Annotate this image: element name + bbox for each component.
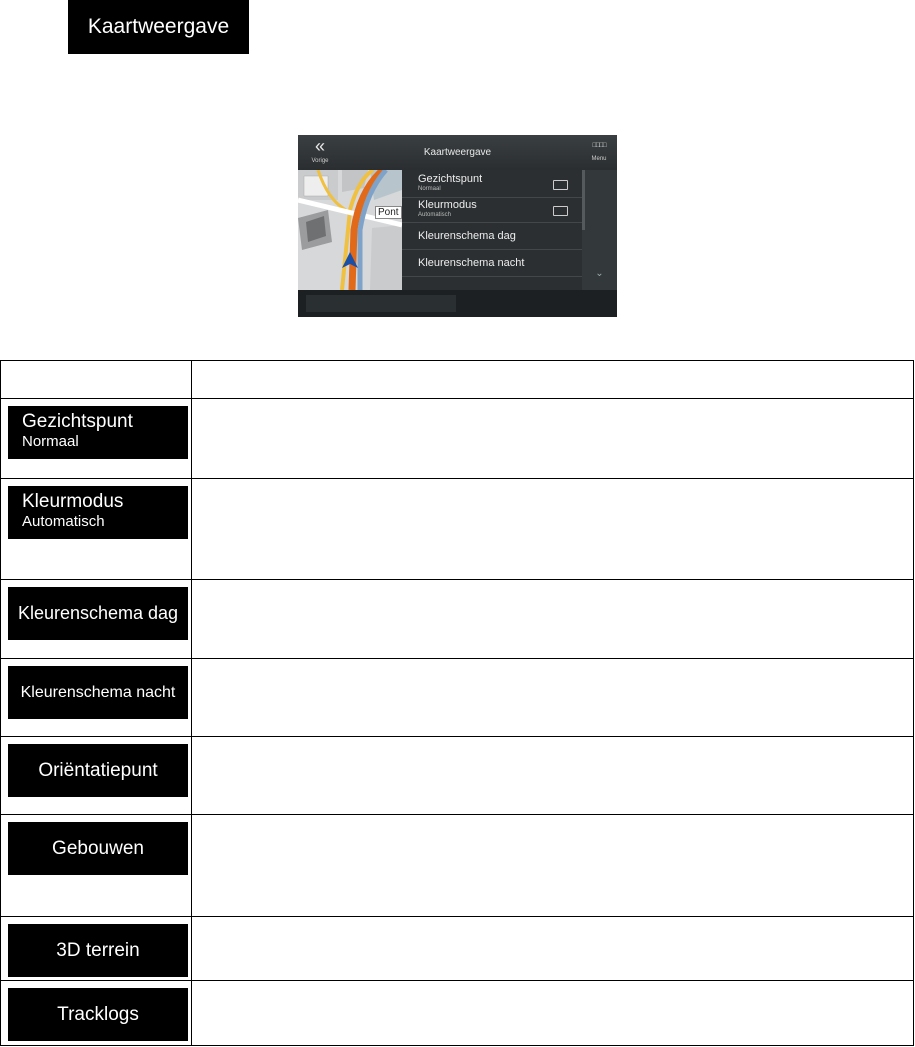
button-label: Gezichtspunt — [22, 411, 133, 432]
button-sublabel: Normaal — [22, 433, 79, 450]
table-row — [1, 580, 914, 659]
table-row — [1, 479, 914, 580]
button-label: 3D terrein — [56, 939, 140, 961]
device-map[interactable] — [298, 170, 402, 290]
table-row — [1, 737, 914, 815]
device-screenshot — [298, 135, 617, 317]
button-label: Kleurenschema nacht — [20, 683, 176, 701]
table-header-cell — [192, 361, 914, 399]
3d-terrein-button[interactable] — [8, 924, 188, 977]
table-header-cell — [1, 361, 192, 399]
device-back-label: Vorige — [311, 158, 329, 164]
button-sublabel: Automatisch — [22, 513, 105, 530]
button-label: Oriëntatiepunt — [38, 759, 158, 781]
device-list-item-label: Gezichtspunt — [418, 173, 483, 185]
device-menu-label: Menu — [591, 156, 607, 162]
keyboard-icon — [553, 180, 568, 190]
description-cell — [192, 917, 914, 981]
description-cell — [192, 580, 914, 659]
device-list-item-sub: Automatisch — [418, 212, 452, 218]
table-row — [1, 815, 914, 917]
button-label: Gebouwen — [52, 837, 144, 859]
description-cell — [192, 659, 914, 737]
table-row — [1, 917, 914, 981]
kleurenschema-nacht-button[interactable] — [8, 666, 188, 719]
table-header-row — [1, 361, 914, 399]
button-label: Kleurmodus — [22, 491, 124, 512]
description-cell — [192, 737, 914, 815]
table-row — [1, 659, 914, 737]
device-settings-list — [402, 170, 582, 290]
button-label: Tracklogs — [57, 1003, 139, 1025]
orientatiepunt-button[interactable] — [8, 744, 188, 797]
keyboard-icon — [553, 206, 568, 216]
description-cell — [192, 981, 914, 1046]
kleurenschema-dag-button[interactable] — [8, 587, 188, 640]
map-label-pont: Pont — [375, 206, 402, 219]
device-bottom-bar — [298, 290, 617, 317]
scroll-down-icon[interactable]: ⌄ — [595, 268, 604, 279]
device-menu-button[interactable] — [585, 141, 613, 167]
device-list-item-sub: Normaal — [418, 186, 441, 192]
device-list-item[interactable] — [402, 198, 582, 223]
table-row — [1, 399, 914, 479]
map-graphic — [298, 170, 402, 290]
description-cell — [192, 399, 914, 479]
description-cell — [192, 815, 914, 917]
device-bottom-panel — [306, 295, 456, 312]
chevron-left-icon: « — [314, 136, 325, 156]
button-label: Kleurenschema dag — [17, 603, 179, 623]
device-list-item-label: Kleurenschema nacht — [418, 257, 525, 269]
table-row — [1, 981, 914, 1046]
tracklogs-button[interactable] — [8, 988, 188, 1041]
device-list-item-label: Kleurmodus — [418, 199, 477, 211]
gezichtspunt-button[interactable] — [8, 406, 188, 459]
device-list-item[interactable] — [402, 170, 582, 198]
device-list-item-label: Kleurenschema dag — [418, 230, 516, 242]
device-list-item[interactable] — [402, 223, 582, 250]
menu-grid-icon: □□□□ — [592, 142, 606, 149]
device-title: Kaartweergave — [423, 147, 492, 158]
gebouwen-button[interactable] — [8, 822, 188, 875]
description-cell — [192, 479, 914, 580]
device-list-item[interactable] — [402, 250, 582, 277]
scroll-track — [582, 170, 585, 230]
device-scrollbar[interactable] — [582, 170, 617, 290]
options-table — [0, 360, 914, 1046]
kaartweergave-button[interactable]: Kaartweergave — [68, 0, 249, 54]
kleurmodus-button[interactable] — [8, 486, 188, 539]
